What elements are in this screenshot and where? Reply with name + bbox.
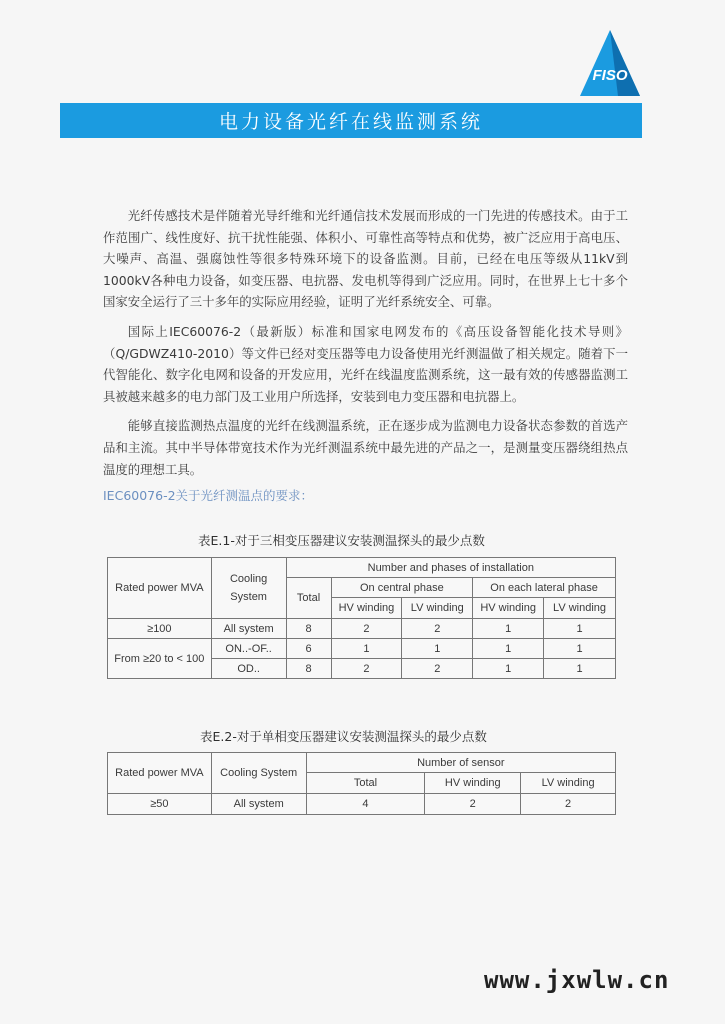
t1-central-lv: 2 [402, 619, 473, 639]
t1-header-number: Number and phases of installation [286, 558, 615, 578]
t1-central-lv: 1 [402, 639, 473, 659]
t1-cooling: All system [211, 619, 286, 639]
table1-caption: 表E.1-对于三相变压器建议安装测温探头的最少点数 [198, 533, 485, 548]
t1-rated: ≥100 [108, 619, 212, 639]
t2-header-rated: Rated power MVA [108, 753, 212, 794]
t2-total: 4 [306, 794, 425, 815]
requirements-heading: IEC60076-2关于光纤测温点的要求： [103, 488, 314, 503]
t2-header-cooling: Cooling System [211, 753, 306, 794]
t2-header-total: Total [306, 773, 425, 794]
t1-central-hv: 2 [331, 659, 402, 679]
t1-lateral-lv: 1 [544, 659, 616, 679]
t1-cooling: ON..-OF.. [211, 639, 286, 659]
t1-header-lateral-lv: LV winding [544, 598, 616, 619]
paragraph-3: 能够直接监测热点温度的光纤在线测温系统，正在逐步成为监测电力设备状态参数的首选产品和主流。其中半导体带宽技术作为光纤测温系统中最先进的产品之一，是测量变压器绕组热点温度的理想工具。 [103, 418, 628, 477]
t2-header-lv: LV winding [521, 773, 616, 794]
t1-header-cooling: Cooling System [211, 558, 286, 619]
t1-header-rated: Rated power MVA [108, 558, 212, 619]
t1-lateral-lv: 1 [544, 619, 616, 639]
table-row [108, 794, 616, 815]
t1-lateral-hv: 1 [473, 659, 544, 679]
t1-lateral-hv: 1 [473, 619, 544, 639]
intro-text [103, 205, 628, 488]
fiso-logo [578, 28, 642, 98]
t1-header-total: Total [286, 578, 331, 619]
t1-total: 8 [286, 659, 331, 679]
t1-header-lateral: On each lateral phase [473, 578, 616, 598]
website-url: www.jxwlw.cn [484, 966, 670, 994]
t1-central-hv: 1 [331, 639, 402, 659]
table2-caption: 表E.2-对于单相变压器建议安装测温探头的最少点数 [200, 729, 487, 744]
t2-lv: 2 [521, 794, 616, 815]
t1-total: 6 [286, 639, 331, 659]
t1-rated: From ≥20 to < 100 [108, 639, 212, 679]
t2-hv: 2 [425, 794, 521, 815]
t1-header-lateral-hv: HV winding [473, 598, 544, 619]
t1-total: 8 [286, 619, 331, 639]
t1-header-central-lv: LV winding [402, 598, 473, 619]
paragraph-2: 国际上IEC60076-2（最新版）标准和国家电网发布的《高压设备智能化技术导则》（Q/GDWZ410-2010）等文件已经对变压器等电力设备使用光纤测温做了相关规定。随着下一代智能化、数字化电网和设备的开发应用，光纤在线温度监测系统，这一最有效的传感器监测工具被越来越多的电力部门及工业用户所选择，安装到电力变压器和电抗器上。 [103, 323, 628, 404]
t2-rated: ≥50 [108, 794, 212, 815]
table1 [107, 557, 616, 679]
paragraph-1: 光纤传感技术是伴随着光导纤维和光纤通信技术发展而形成的一门先进的传感技术。由于工作范围广、线性度好、抗干扰性能强、体积小、可靠性高等特点和优势，被广泛应用于高电压、大噪声、高温、强腐蚀性等很多特殊环境下的设备监测。目前，已经在电压等级从11kV到1000kV各种电力设备，如变压器、电抗器、发电机等得到广泛应用。同时，在世界上七十多个国家安全运行了三十多年的实际应用经验，证明了光纤系统安全、可靠。 [103, 208, 628, 310]
t2-cooling: All system [211, 794, 306, 815]
table-row [108, 619, 616, 639]
t1-header-central-hv: HV winding [331, 598, 402, 619]
fiso-logo-icon [578, 28, 642, 98]
t2-header-hv: HV winding [425, 773, 521, 794]
page-title-bar [60, 103, 642, 138]
table2 [107, 752, 616, 815]
t1-central-hv: 2 [331, 619, 402, 639]
t2-header-number: Number of sensor [306, 753, 615, 773]
t1-cooling: OD.. [211, 659, 286, 679]
t1-lateral-lv: 1 [544, 639, 616, 659]
t1-lateral-hv: 1 [473, 639, 544, 659]
t1-central-lv: 2 [402, 659, 473, 679]
t1-header-central: On central phase [331, 578, 473, 598]
logo-text: FISO [592, 67, 628, 84]
table-row [108, 639, 616, 659]
page-title: 电力设备光纤在线监测系统 [218, 111, 483, 133]
